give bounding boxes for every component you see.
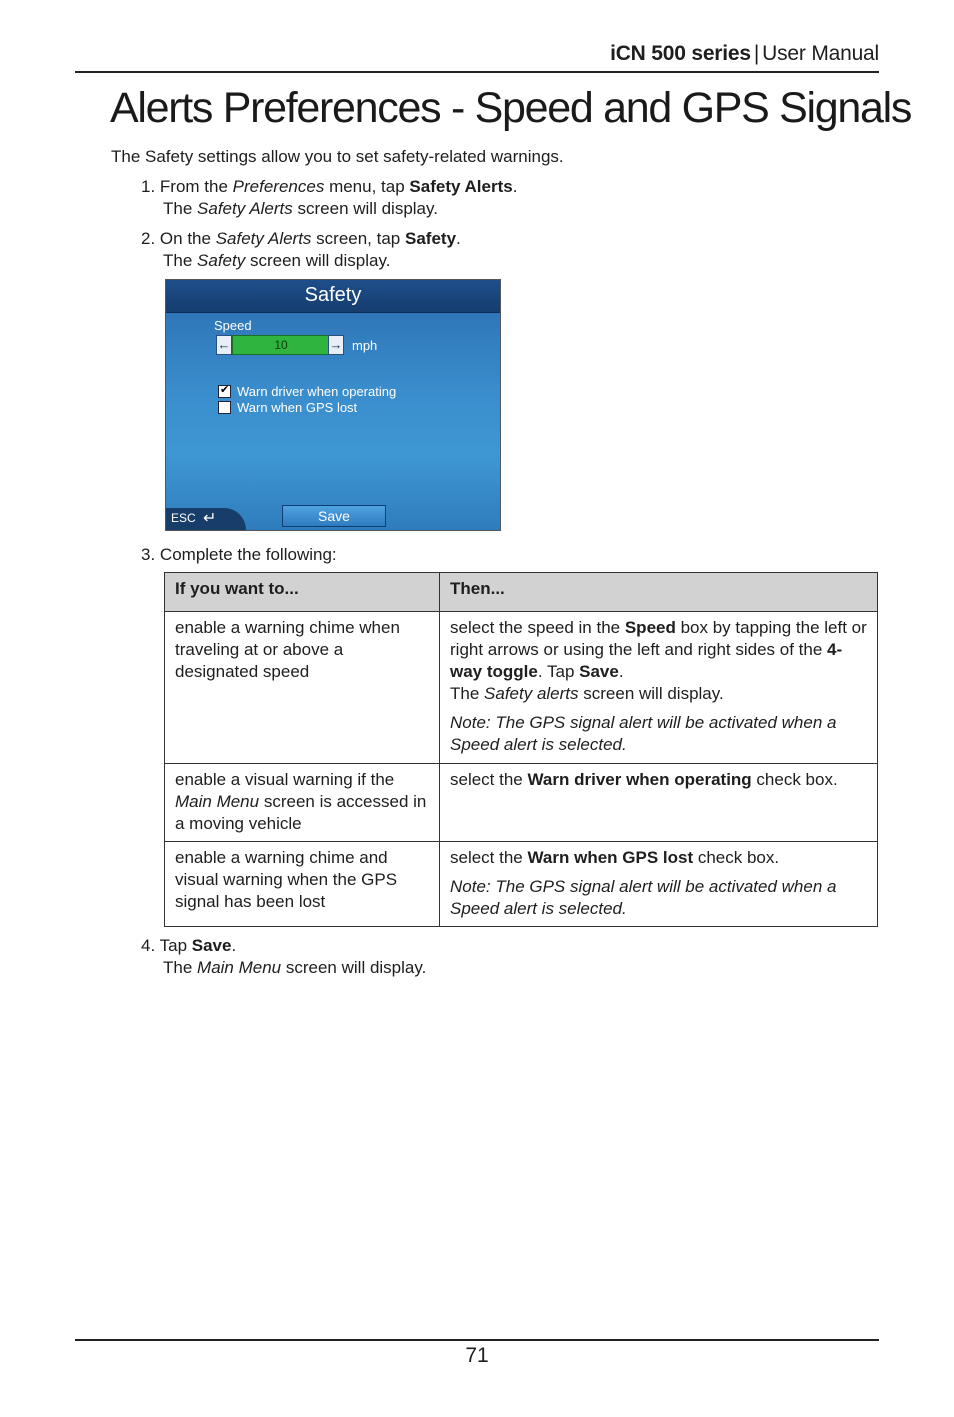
table-row — [165, 764, 878, 842]
table-row-2-action — [440, 764, 878, 842]
row-1-save-term: Save — [579, 662, 619, 681]
esc-label: ESC — [171, 511, 196, 525]
running-header — [610, 42, 879, 66]
header-series: iCN 500 series — [610, 42, 751, 65]
row-2-action-text-2: check box. — [751, 770, 838, 789]
row-2-checkbox-term: Warn driver when operating — [527, 770, 752, 789]
table-row-1-action — [440, 612, 878, 764]
step-2-option: Safety — [405, 229, 457, 248]
row-1-result-text-2: screen will display. — [578, 684, 724, 703]
step-2 — [141, 228, 461, 250]
row-1-toggle-term: 4-way toggle — [450, 640, 843, 681]
row-3-action-text-2: check box. — [693, 848, 780, 867]
intro-text: The Safety settings allow you to set safety-related warnings. — [111, 147, 564, 166]
checkmark-icon: ✔ — [220, 384, 230, 396]
esc-button[interactable] — [166, 508, 246, 530]
step-2-screen-name: Safety Alerts — [215, 229, 312, 248]
step-3-number: 3. — [141, 545, 156, 564]
warn-driver-label: Warn driver when operating — [237, 384, 397, 399]
step-3-text: Complete the following: — [159, 545, 337, 564]
step-1-menu-name: Preferences — [232, 177, 325, 196]
table-row-3-goal: enable a warning chime and visual warning when the GPS signal has been lost — [165, 842, 440, 927]
step-2-number: 2. — [141, 229, 156, 248]
device-speed-unit: mph — [352, 338, 378, 353]
step-2-result-text-2: screen will display. — [245, 251, 391, 270]
row-1-action-text-2: box by tapping the left or right arrows or using the left and right sides of the — [450, 618, 867, 659]
instruction-table — [164, 572, 878, 927]
right-arrow-icon[interactable]: → — [328, 335, 344, 355]
header-manual: User Manual — [762, 42, 879, 65]
step-4-result — [163, 957, 426, 979]
return-arrow-icon: ↵ — [203, 510, 217, 527]
step-1-text: From the — [159, 177, 233, 196]
warn-gps-label: Warn when GPS lost — [237, 400, 358, 415]
step-4-text: Tap — [159, 936, 192, 955]
row-2-goal-screen: Main Menu — [175, 792, 260, 811]
step-2-result-text: The — [163, 251, 198, 270]
row-3-checkbox-term: Warn when GPS lost — [527, 848, 694, 867]
step-1 — [141, 176, 517, 198]
row-2-goal-text: enable a visual warning if the — [175, 770, 395, 789]
table-row — [165, 842, 878, 927]
step-1-result-screen: Safety Alerts — [197, 199, 293, 218]
device-title-bar — [166, 280, 500, 313]
row-2-goal-text-2: screen is accessed in a moving vehicle — [175, 792, 427, 833]
table-row-3-action — [440, 842, 878, 927]
row-3-action-text: select the — [450, 848, 528, 867]
step-1-result-text-2: screen will display. — [292, 199, 438, 218]
left-arrow-icon[interactable]: ← — [216, 335, 232, 355]
step-1-period: . — [512, 177, 518, 196]
table-header-col1: If you want to... — [165, 573, 440, 612]
table-header-col2: Then... — [440, 573, 878, 612]
safety-screen-screenshot — [165, 279, 501, 531]
step-1-result — [163, 198, 438, 220]
table-header-row — [165, 573, 878, 612]
device-save-button[interactable]: Save — [282, 505, 386, 527]
warn-driver-checkbox[interactable] — [218, 385, 231, 398]
step-2-result — [163, 250, 390, 272]
row-1-action-text: select the speed in the — [450, 618, 625, 637]
row-1-speed-term: Speed — [624, 618, 676, 637]
footer-rule — [75, 1339, 879, 1341]
device-speed-value[interactable]: 10 — [232, 335, 330, 355]
step-1-text-2: menu, tap — [324, 177, 410, 196]
header-separator: | — [753, 42, 760, 65]
step-1-option: Safety Alerts — [409, 177, 513, 196]
row-1-result-text: The — [450, 684, 485, 703]
step-2-period: . — [456, 229, 461, 248]
step-4-result-screen: Main Menu — [197, 958, 282, 977]
row-1-action-text-3: . Tap — [537, 662, 580, 681]
step-4-result-text-2: screen will display. — [281, 958, 427, 977]
step-1-number: 1. — [141, 177, 156, 196]
step-4-option: Save — [191, 936, 232, 955]
table-row-2-goal — [165, 764, 440, 842]
step-4-result-text: The — [163, 958, 198, 977]
warn-gps-checkbox[interactable] — [218, 401, 231, 414]
row-3-note: Note: The GPS signal alert will be activated when a Speed alert is selected. — [450, 877, 837, 918]
step-4 — [141, 935, 236, 957]
header-rule — [75, 71, 879, 73]
row-1-period: . — [618, 662, 624, 681]
table-row-1-goal: enable a warning chime when traveling at or above a designated speed — [165, 612, 440, 764]
step-1-result-text: The — [163, 199, 198, 218]
row-1-note: Note: The GPS signal alert will be activated when a Speed alert is selected. — [450, 713, 837, 754]
device-speed-label: Speed — [214, 318, 252, 333]
step-3 — [141, 544, 337, 566]
step-2-text-2: screen, tap — [311, 229, 405, 248]
table-row — [165, 612, 878, 764]
step-4-number: 4. — [141, 936, 156, 955]
page-title: Alerts Preferences - Speed and GPS Signals — [110, 84, 912, 132]
step-2-text: On the — [159, 229, 216, 248]
row-1-result-screen: Safety alerts — [484, 684, 579, 703]
device-title: Safety — [304, 284, 362, 306]
page-number: 71 — [465, 1344, 489, 1367]
step-4-period: . — [231, 936, 237, 955]
step-2-result-screen: Safety — [197, 251, 246, 270]
row-2-action-text: select the — [450, 770, 528, 789]
